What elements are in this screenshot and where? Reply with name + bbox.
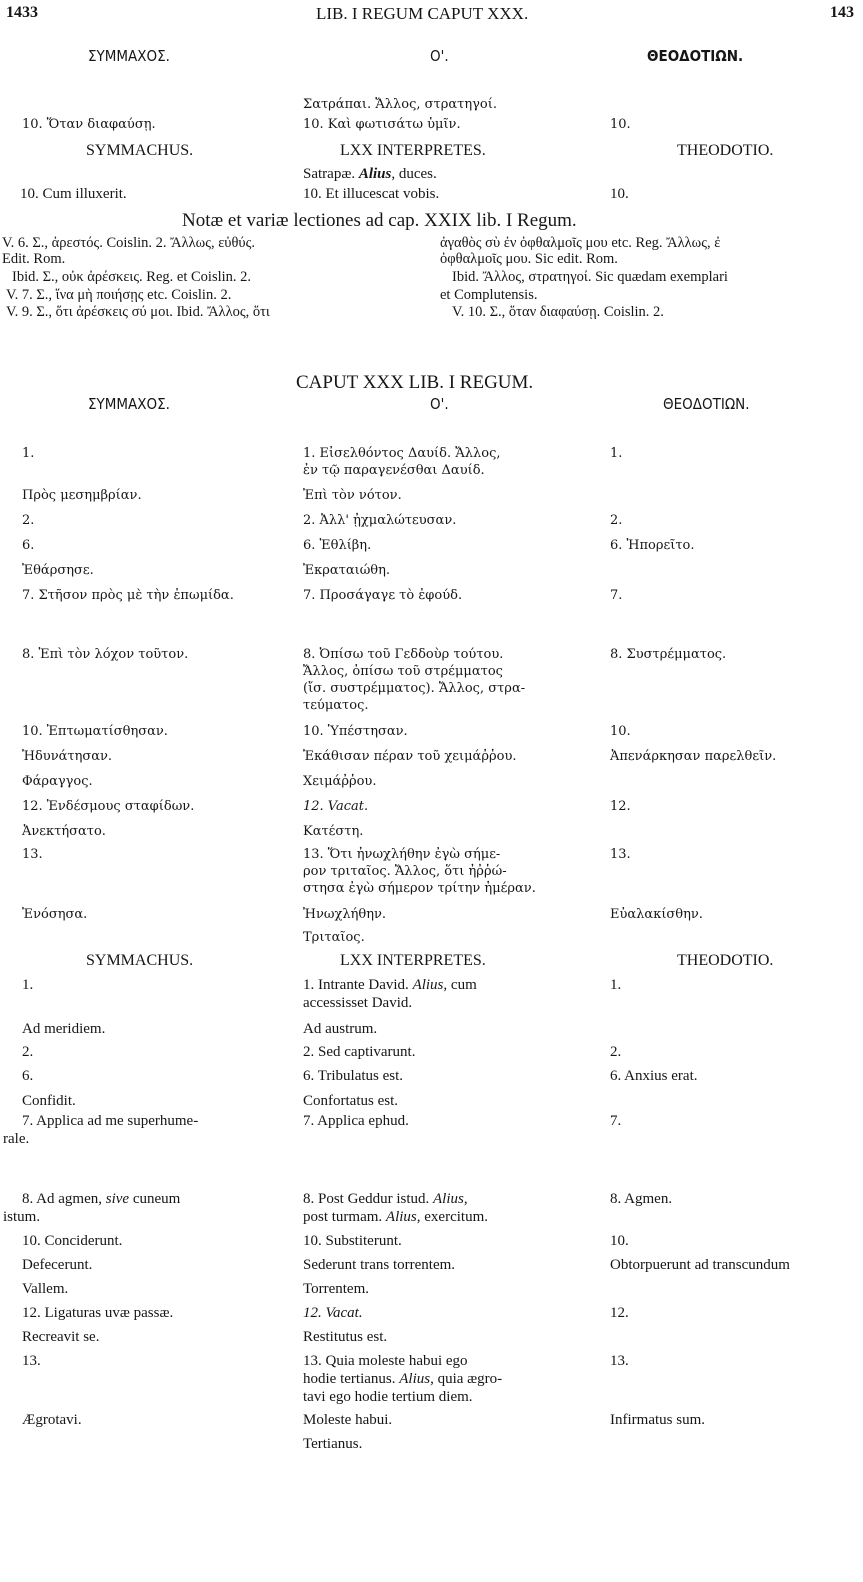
lxx-latin-line: hodie tertianus. Alius, quia ægro- (303, 1371, 503, 1387)
note-left-line: Ibid. Σ., οὐκ ἀρέσκεις. Reg. et Coislin. 2. (12, 269, 252, 285)
lxx-latin-line: 10. Substiterunt. (303, 1233, 402, 1249)
symmachus-latin-line: 6. (22, 1068, 34, 1084)
symmachus-latin-line: rale. (3, 1131, 30, 1147)
lxx-latin-line: Satrapæ. Alius, duces. (303, 166, 437, 182)
symmachus-latin-line: 10. Conciderunt. (22, 1233, 123, 1249)
symmachus-greek-line: 6. (22, 538, 35, 553)
symmachus-greek-line: 7. Στῆσον πρὸς μὲ τὴν ἐπωμίδα. (22, 588, 234, 603)
column-head-symmachus-greek: ΣΥΜΜΑΧΟΣ. (88, 395, 170, 413)
lxx-greek-line: ρον τριταῖος. Ἄλλος, ὅτι ἠῤῥώ- (303, 864, 507, 879)
lxx-greek-line: Χειμάῤῥου. (303, 774, 377, 789)
theodotion-latin-line: 7. (610, 1113, 622, 1129)
lxx-greek-line: ἐν τῷ παραγενέσθαι Δαυίδ. (303, 463, 485, 478)
lxx-latin-line: Tertianus. (303, 1436, 363, 1452)
symmachus-greek-line: 13. (22, 847, 43, 862)
lxx-latin-line: 12. Vacat. (303, 1305, 363, 1321)
note-right-line: et Complutensis. (440, 287, 538, 303)
chapter-title: CAPUT XXX LIB. I REGUM. (296, 372, 534, 393)
theodotion-latin-line: Infirmatus sum. (610, 1412, 705, 1428)
symmachus-greek-v10: 10. Ὅταν διαφαύσῃ. (22, 117, 156, 132)
column-head-theodotion-latin: THEODOTIO. (677, 952, 774, 969)
symmachus-greek-line: 12. Ἐνδέσμους σταφίδων. (22, 799, 195, 814)
lxx-greek-v10: 10. Καὶ φωτισάτω ὑμῖν. (303, 117, 461, 132)
symmachus-greek-line: Ἠδυνάτησαν. (22, 749, 113, 764)
lxx-greek-line: 7. Προσάγαγε τὸ ἐφούδ. (303, 588, 463, 603)
lxx-greek-line: 12. Vacat. (303, 799, 369, 814)
column-head-lxx-greek: Ο'. (430, 47, 449, 65)
symmachus-latin-line: Recreavit se. (22, 1329, 100, 1345)
theodotion-greek-line: 7. (610, 588, 623, 603)
note-left-line: Edit. Rom. (2, 251, 66, 267)
theodotion-latin-line: 1. (610, 977, 622, 993)
symmachus-latin-line: Defecerunt. (22, 1257, 93, 1273)
lxx-greek-line: Ἐπὶ τὸν νότον. (303, 488, 402, 503)
lxx-greek-line: Κατέστη. (303, 824, 364, 839)
lxx-greek-line: Ἐκραταιώθη. (303, 563, 391, 578)
symmachus-latin-line: 12. Ligaturas uvæ passæ. (22, 1305, 174, 1321)
symmachus-latin-line: 13. (22, 1353, 41, 1369)
lxx-greek-line: Ἠνωχλήθην. (303, 907, 387, 922)
column-head-symmachus-latin: SYMMACHUS. (86, 142, 194, 159)
theodotion-latin-line: 12. (610, 1305, 629, 1321)
lxx-greek-line: 10. Ὑπέστησαν. (303, 724, 408, 739)
lxx-latin-line: Sederunt trans torrentem. (303, 1257, 456, 1273)
lxx-latin-line: 2. Sed captivarunt. (303, 1044, 416, 1060)
lxx-latin-line: 7. Applica ephud. (303, 1113, 409, 1129)
symmachus-greek-line: Ἀνεκτήσατο. (22, 824, 106, 839)
symmachus-latin-line: Ægrotavi. (22, 1412, 82, 1428)
lxx-latin-line: 8. Post Geddur istud. Alius, (303, 1191, 468, 1207)
theodotion-greek-line: Ἀπενάρκησαν παρελθεῖν. (610, 749, 777, 764)
column-head-theodotion-greek: ΘΕΟΔΟΤΙΩΝ. (647, 47, 744, 65)
notes-title: Notæ et variæ lectiones ad cap. XXIX lib. I Regum. (182, 210, 577, 231)
lxx-latin-line: 6. Tribulatus est. (303, 1068, 404, 1084)
theodotion-latin-line: 2. (610, 1044, 622, 1060)
theodotion-latin-line: 10. (610, 1233, 629, 1249)
column-head-lxx-latin: LXX INTERPRETES. (340, 142, 486, 159)
theodotion-greek-line: 13. (610, 847, 631, 862)
lxx-greek-line: 8. Ὀπίσω τοῦ Γεδδοὺρ τούτου. (303, 647, 504, 662)
symmachus-greek-line: Ἐνόσησα. (22, 907, 88, 922)
symmachus-latin-line: Ad meridiem. (22, 1021, 106, 1037)
symmachus-greek-line: Πρὸς μεσημβρίαν. (22, 488, 142, 503)
lxx-latin-line: Restitutus est. (303, 1329, 388, 1345)
theodotion-greek-line: 6. Ἠπορεῖτο. (610, 538, 695, 553)
lxx-greek-line: 13. Ὅτι ἠνωχλήθην ἐγὼ σήμε- (303, 847, 501, 862)
lxx-latin-line: Confortatus est. (303, 1093, 398, 1109)
note-right-line: Ibid. Ἄλλος, στρατηγοί. Sic quædam exemplari (452, 269, 728, 285)
note-right-line: ὀφθαλμοῖς μου. Sic edit. Rom. (440, 251, 618, 267)
theodotion-greek-v10: 10. (610, 117, 631, 132)
column-head-lxx-greek: Ο'. (430, 395, 449, 413)
symmachus-greek-line: 2. (22, 513, 35, 528)
theodotion-greek-line: 12. (610, 799, 631, 814)
column-head-symmachus-latin: SYMMACHUS. (86, 952, 194, 969)
lxx-latin-line: tavi ego hodie tertium diem. (303, 1389, 473, 1405)
symmachus-greek-line: Φάραγγος. (22, 774, 93, 789)
note-right-line: V. 10. Σ., ὅταν διαφαύσῃ. Coislin. 2. (452, 304, 664, 320)
theodotion-greek-line: 8. Συστρέμματος. (610, 647, 727, 662)
theodotion-latin-v10: 10. (610, 186, 629, 202)
lxx-greek-line: Τριταῖος. (303, 930, 365, 945)
symmachus-greek-line: 10. Ἐπτωματίσθησαν. (22, 724, 168, 739)
symmachus-latin-line: Confidit. (22, 1093, 76, 1109)
lxx-latin-line: Moleste habui. (303, 1412, 393, 1428)
symmachus-greek-line: 8. Ἐπὶ τὸν λόχον τοῦτον. (22, 647, 189, 662)
page-number-right: 143 (830, 4, 854, 21)
lxx-greek-line: 6. Ἐθλίβη. (303, 538, 372, 553)
symmachus-latin-line: 8. Ad agmen, sive cuneum (22, 1191, 181, 1207)
column-head-lxx-latin: LXX INTERPRETES. (340, 952, 486, 969)
theodotion-greek-line: 10. (610, 724, 631, 739)
note-left-line: V. 7. Σ., ἵνα μὴ ποιήσῃς etc. Coislin. 2. (6, 287, 232, 303)
lxx-latin-line: 1. Intrante David. Alius, cum (303, 977, 477, 993)
lxx-greek-line: Σατράπαι. Ἄλλος, στρατηγοί. (303, 97, 497, 112)
lxx-latin-v10: 10. Et illucescat vobis. (303, 186, 440, 202)
symmachus-greek-line: 1. (22, 446, 35, 461)
note-left-line: V. 6. Σ., ἀρεστός. Coislin. 2. Ἄλλως, εὐθύς. (2, 235, 255, 251)
lxx-latin-line: Ad austrum. (303, 1021, 378, 1037)
theodotion-greek-line: 2. (610, 513, 623, 528)
lxx-greek-line: στησα ἐγὼ σήμερον τρίτην ἡμέραν. (303, 881, 536, 896)
note-left-line: V. 9. Σ., ὅτι ἀρέσκεις σύ μοι. Ibid. Ἄλλος, ὅτι (6, 304, 270, 320)
column-head-theodotion-latin: THEODOTIO. (677, 142, 774, 159)
symmachus-latin-line: istum. (3, 1209, 41, 1225)
lxx-greek-line: τεύματος. (303, 698, 369, 713)
lxx-greek-line: 2. Ἀλλ' ᾐχμαλώτευσαν. (303, 513, 457, 528)
symmachus-latin-v10: 10. Cum illuxerit. (20, 186, 127, 202)
running-title: LIB. I REGUM CAPUT XXX. (316, 4, 529, 23)
symmachus-latin-line: 1. (22, 977, 34, 993)
lxx-greek-line: Ἐκάθισαν πέραν τοῦ χειμάῤῥου. (303, 749, 517, 764)
lxx-greek-line: (ἴσ. συστρέμματος). Ἄλλος, στρα- (303, 681, 526, 696)
theodotion-latin-line: 13. (610, 1353, 629, 1369)
lxx-latin-line: Torrentem. (303, 1281, 370, 1297)
lxx-greek-line: Ἄλλος, ὀπίσω τοῦ στρέμματος (303, 664, 503, 679)
symmachus-latin-line: Vallem. (22, 1281, 69, 1297)
theodotion-greek-line: Εὐαλακίσθην. (610, 907, 703, 922)
symmachus-greek-line: Ἐθάρσησε. (22, 563, 94, 578)
theodotion-latin-line: 8. Agmen. (610, 1191, 673, 1207)
column-head-theodotion-greek: ΘΕΟΔΟΤΙΩΝ. (663, 395, 750, 413)
symmachus-latin-line: 7. Applica ad me superhume- (22, 1113, 199, 1129)
theodotion-latin-line: Obtorpuerunt ad transcundum (610, 1257, 790, 1273)
lxx-latin-line: accessisset David. (303, 995, 413, 1011)
symmachus-latin-line: 2. (22, 1044, 34, 1060)
theodotion-latin-line: 6. Anxius erat. (610, 1068, 698, 1084)
note-right-line: ἀγαθὸς σὺ ἐν ὀφθαλμοῖς μου etc. Reg. Ἄλλως, ἐ (440, 235, 721, 251)
lxx-latin-line: post turmam. Alius, exercitum. (303, 1209, 488, 1225)
lxx-greek-line: 1. Εἰσελθόντος Δαυίδ. Ἄλλος, (303, 446, 501, 461)
page-number-left: 1433 (6, 4, 38, 21)
theodotion-greek-line: 1. (610, 446, 623, 461)
column-head-symmachus-greek: ΣΥΜΜΑΧΟΣ. (88, 47, 170, 65)
lxx-latin-line: 13. Quia moleste habui ego (303, 1353, 468, 1369)
